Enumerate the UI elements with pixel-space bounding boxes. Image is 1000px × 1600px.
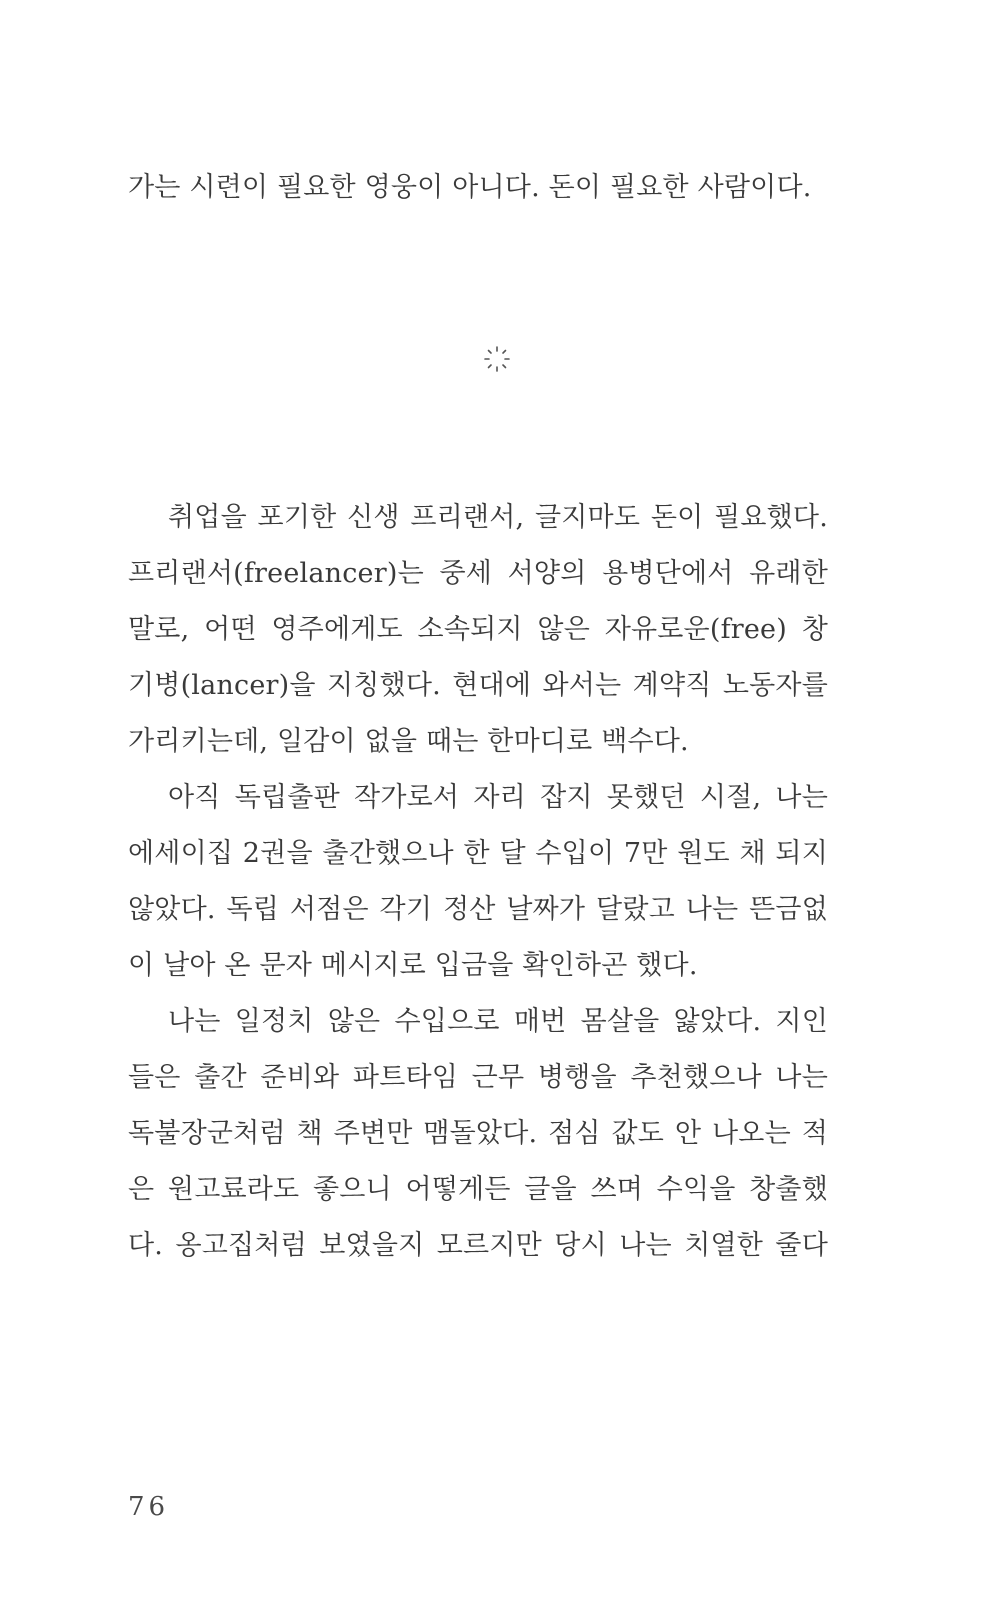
text-line-8: 에세이집 2권을 출간했으나 한 달 수입이 7만 원도 채 되지 bbox=[128, 838, 828, 869]
sparkle-divider-icon bbox=[482, 344, 512, 374]
page-number: 76 bbox=[128, 1492, 170, 1522]
text-line-12: 들은 출간 준비와 파트타임 근무 병행을 추천했으나 나는 bbox=[128, 1062, 828, 1093]
text-line-4: 말로, 어떤 영주에게도 소속되지 않은 자유로운(free) 창 bbox=[128, 614, 828, 645]
text-line-13: 독불장군처럼 책 주변만 맴돌았다. 점심 값도 안 나오는 적 bbox=[128, 1118, 828, 1149]
text-line-9: 않았다. 독립 서점은 각기 정산 날짜가 달랐고 나는 뜬금없 bbox=[128, 894, 828, 925]
text-line-7: 아직 독립출판 작가로서 자리 잡지 못했던 시절, 나는 bbox=[168, 782, 828, 813]
text-line-5: 기병(lancer)을 지칭했다. 현대에 와서는 계약직 노동자를 bbox=[128, 670, 828, 701]
text-line-6: 가리키는데, 일감이 없을 때는 한마디로 백수다. bbox=[128, 726, 689, 757]
text-line-3: 프리랜서(freelancer)는 중세 서양의 용병단에서 유래한 bbox=[128, 558, 828, 589]
text-line-15: 다. 옹고집처럼 보였을지 모르지만 당시 나는 치열한 줄다 bbox=[128, 1230, 828, 1261]
text-line-1: 가는 시련이 필요한 영웅이 아니다. 돈이 필요한 사람이다. bbox=[128, 172, 812, 203]
text-line-2: 취업을 포기한 신생 프리랜서, 글지마도 돈이 필요했다. bbox=[168, 502, 828, 533]
text-line-10: 이 날아 온 문자 메시지로 입금을 확인하곤 했다. bbox=[128, 950, 698, 981]
text-line-11: 나는 일정치 않은 수입으로 매번 몸살을 앓았다. 지인 bbox=[168, 1006, 828, 1037]
text-line-14: 은 원고료라도 좋으니 어떻게든 글을 쓰며 수익을 창출했 bbox=[128, 1174, 828, 1205]
